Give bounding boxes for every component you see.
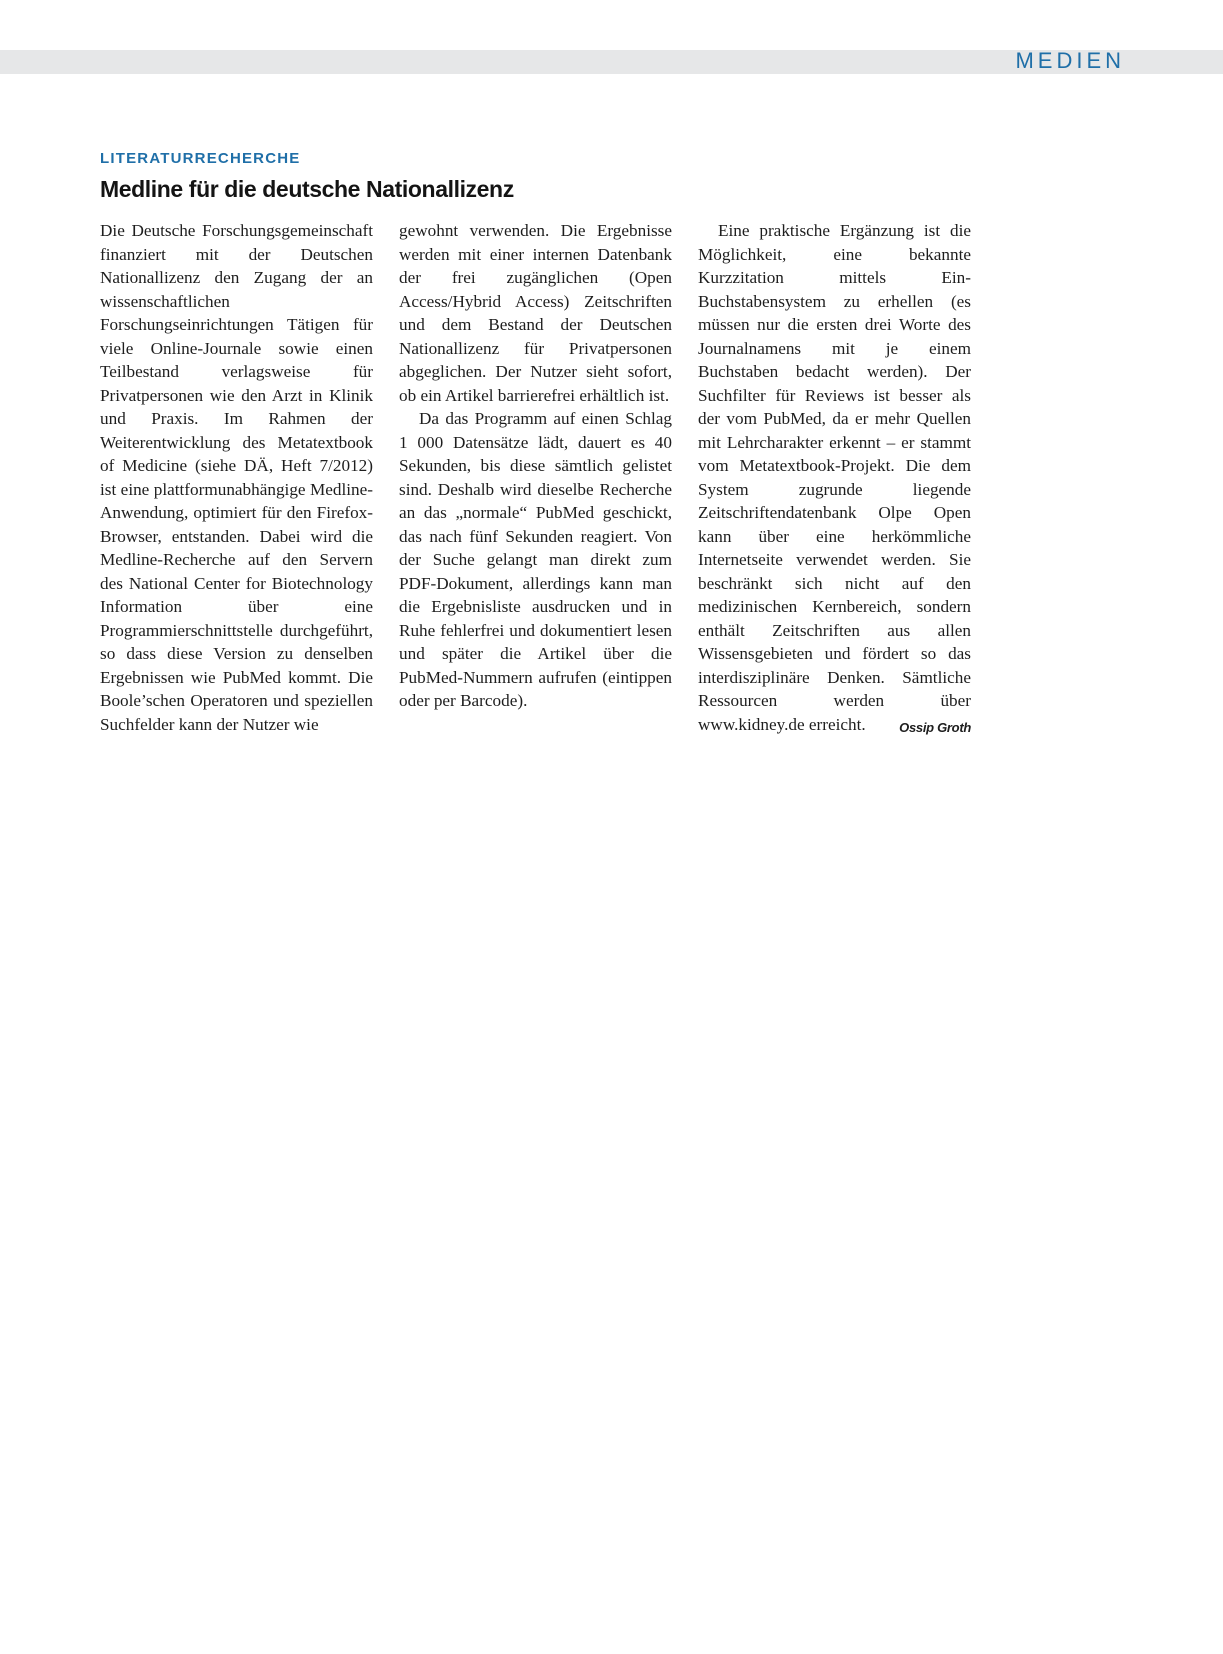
paragraph: Die Deutsche Forschungsgemeinschaft finanziert mit der Deutschen Nationallizenz den Zugang der an wissenschaftlichen Forschungseinrichtungen Tätigen für viele Online-Journale sowie einen Teilbestand verlagsweise für Privatpersonen wie den Arzt in Klinik und Praxis. Im Rahmen der Weiterentwicklung des Metatextbook of Medicine (siehe DÄ, Heft 7/2012) ist eine plattformunabhängige Medline-Anwendung, optimiert für den Firefox-Browser, entstanden. Dabei wird die Medline-Recherche auf den Servern des National Center for Biotechnology Information über eine Programmierschnittstelle durchgeführt, so dass diese Version zu denselben Ergebnissen wie PubMed kommt. Die Boole’schen Operatoren und speziellen Suchfelder kann der Nutzer wie [100,221,373,734]
section-label: MEDIEN [1015,48,1125,73]
paragraph: Da das Programm auf einen Schlag 1 000 Datensätze lädt, dauert es 40 Sekunden, bis diese sämtlich gelistet sind. Deshalb wird dieselbe Recherche an das „normale“ PubMed geschickt, das nach fünf Sekunden reagiert. Von der Suche gelangt man direkt zum PDF-Dokument, allerdings kann man die Ergebnisliste ausdrucken und in Ruhe fehlerfrei und dokumentiert lesen und später die Artikel über die PubMed-Nummern aufrufen (eintippen oder per Barcode). [399,409,672,710]
article-column-3 [698,219,971,739]
paragraph: gewohnt verwenden. Die Ergebnisse werden mit einer internen Datenbank der frei zugänglichen (Open Access/Hybrid Access) Zeitschriften und dem Bestand der Deutschen Nationallizenz für Privatpersonen abgeglichen. Der Nutzer sieht sofort, ob ein Artikel barrierefrei erhältlich ist. [399,221,672,405]
paragraph [698,219,971,736]
author-signature: Ossip Groth [899,719,971,735]
article-title: Medline für die deutsche Nationallizenz [100,176,514,202]
article-column-1 [100,219,373,736]
article-kicker: LITERATURRECHERCHE [100,150,301,167]
article-column-2 [399,219,672,713]
paragraph-text: Eine praktische Ergänzung ist die Möglichkeit, eine bekannte Kurzzitation mittels Ein-Buchstabensystem zu erhellen (es müssen nur die ersten drei Worte des Journalnamens mit je einem Buchstaben bedacht werden). Der Suchfilter für Reviews ist besser als der vom PubMed, da er mehr Quellen mit Lehrcharakter erkennt – er stammt vom Metatextbook-Projekt. Die dem System zugrunde liegende Zeitschriftendatenbank Olpe Open kann über eine herkömmliche Internetseite verwendet werden. Sie beschränkt sich nicht auf den medizinischen Kernbereich, sondern enthält Zeitschriften aus allen Wissensgebieten und fördert so das interdisziplinäre Denken. Sämtliche Ressourcen werden über www.kidney.de erreicht. [698,221,971,734]
